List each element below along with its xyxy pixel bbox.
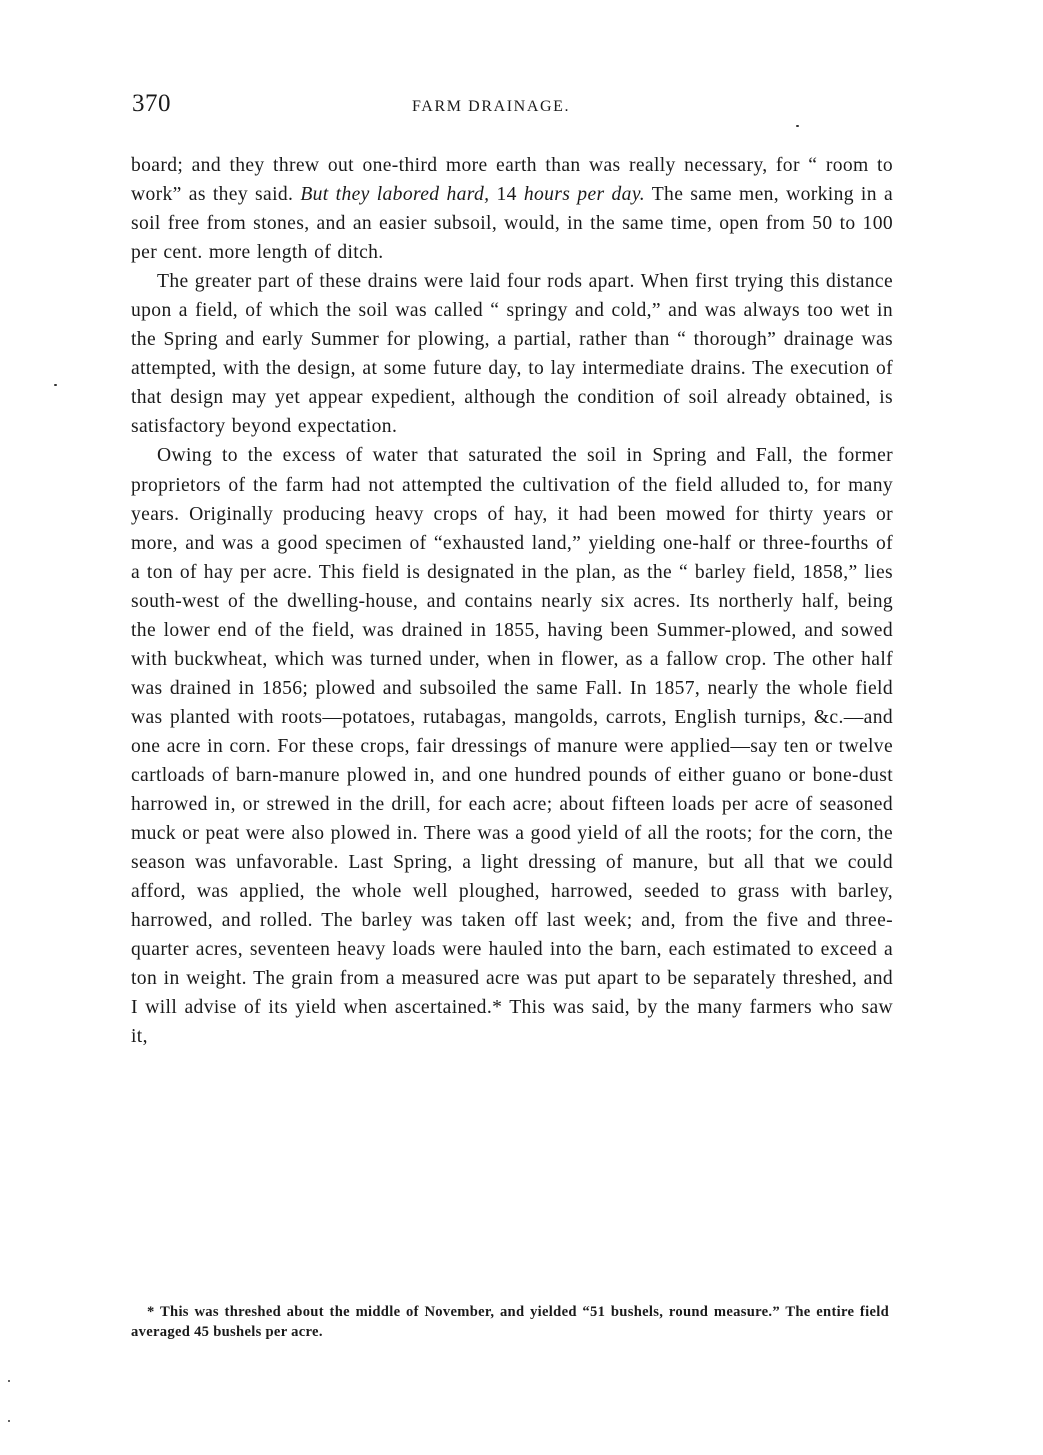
paragraph-2: The greater part of these drains were laid four rods apart. When first trying this distance upon a field, of which the soil was called “ springy and cold,” and was always too wet in the Spring and early Summer for plowing, a partial, rather than “ thorough” drainage was attempted, with the design, at some future day, to lay intermediate drains. The execution of that design may yet appear expedient, although the condition of soil already obtained, is satisfactory beyond expectation. xyxy=(131,271,893,438)
scan-speck xyxy=(8,1420,10,1422)
body-text xyxy=(131,151,893,1051)
paragraph-1 xyxy=(131,151,893,267)
paragraph-1-italic-1: But they labored hard, xyxy=(300,184,490,206)
page-number: 370 xyxy=(132,90,171,117)
scan-speck xyxy=(796,125,799,127)
scan-speck xyxy=(8,1380,10,1382)
paragraph-1-text-a: board; and they threw out one-third more earth than was really necessary, for “ room to work” as they said. xyxy=(131,155,893,206)
footnote-text: * This was threshed about the middle of November, and yielded “51 bushels, round measure.” The entire field averaged 45 bushels per acre. xyxy=(131,1304,889,1340)
paragraph-1-text-b: 14 xyxy=(489,184,524,206)
paragraph-1-italic-2: hours per day. xyxy=(523,184,646,206)
page-header xyxy=(132,90,894,126)
scan-speck xyxy=(54,384,57,386)
footnote xyxy=(131,1302,889,1342)
paragraph-1-text-c: The same men, working in a soil free from stones, and an easier subsoil, would, in the same time, open from 50 to 100 per cent. more length of ditch. xyxy=(131,184,893,264)
running-head: FARM DRAINAGE. xyxy=(412,98,571,115)
paragraph-3: Owing to the excess of water that saturated the soil in Spring and Fall, the former proprietors of the farm had not attempted the cultivation of the field alluded to, for many years. Originally producing heavy crops of hay, it had been mowed for thirty years or more, and was a good specimen of “exhausted land,” yielding one-half or three-fourths of a ton of hay per acre. This field is designated in the plan, as the “ barley field, 1858,” lies south-west of the dwelling-house, and contains nearly six acres. Its northerly half, being the lower end of the field, was drained in 1855, having been Summer-plowed, and sowed with buckwheat, which was turned under, when in flower, as a fallow crop. The other half was drained in 1856; plowed and subsoiled the same Fall. In 1857, nearly the whole field was planted with roots—potatoes, rutabagas, mangolds, carrots, English turnips, &c.—and one acre in corn. For these crops, fair dressings of manure were applied—say ten or twelve cartloads of barn-manure plowed in, and one hundred pounds of either guano or bone-dust harrowed in, or strewed in the drill, for each acre; about fifteen loads per acre of seasoned muck or peat were also plowed in. There was a good yield of all the roots; for the corn, the season was unfavorable. Last Spring, a light dressing of manure, but all that we could afford, was applied, the whole well ploughed, harrowed, seeded to grass with barley, harrowed, and rolled. The barley was taken off last week; and, from the five and three-quarter acres, seventeen heavy loads were hauled into the barn, each estimated to exceed a ton in weight. The grain from a measured acre was put apart to be separately threshed, and I will advise of its yield when ascertained.* This was said, by the many farmers who saw it, xyxy=(131,445,893,1048)
